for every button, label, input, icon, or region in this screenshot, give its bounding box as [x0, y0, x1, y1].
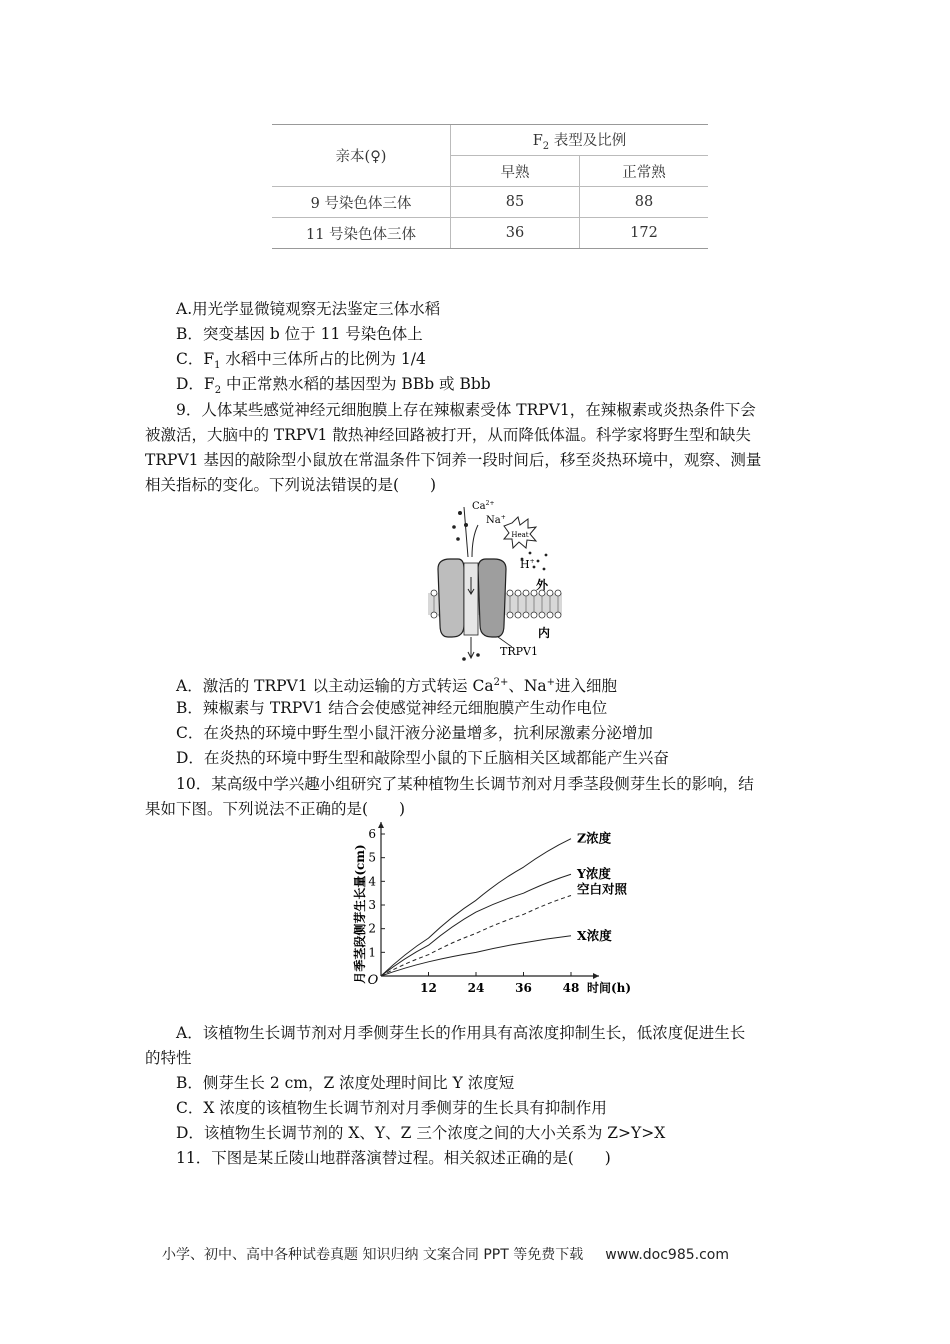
series-line	[381, 874, 571, 976]
q9-a-pre: A．激活的 TRPV1 以主动运输的方式转运 Ca	[176, 677, 494, 696]
q8-option-d	[176, 373, 491, 402]
chart-ticks	[368, 827, 631, 995]
q9-a-sup1: 2+	[493, 677, 509, 688]
y-tick-label: 6	[368, 827, 376, 841]
q9-a-post: 进入细胞	[555, 677, 618, 696]
heat-label: Heat	[511, 531, 529, 539]
series-label: X浓度	[577, 927, 612, 943]
series-label: 空白对照	[577, 881, 628, 897]
f2-header-sub: 2	[542, 140, 550, 152]
x-tick-label: 36	[515, 981, 532, 995]
q9-option-c: C．在炎热的环境中野生型小鼠汗液分泌量增多，抗利尿激素分泌增加	[176, 724, 653, 742]
chart-series	[381, 839, 571, 976]
series-line	[381, 839, 571, 976]
q10-option-a-line-1: A．该植物生长调节剂对月季侧芽生长的作用具有高浓度抑制生长，低浓度促进生长	[176, 1024, 746, 1042]
row-parent: 9 号染色体三体	[272, 187, 451, 218]
q10-line-1: 10．某高级中学兴趣小组研究了某种植物生长调节剂对月季茎段侧芽生长的影响，结	[176, 775, 754, 793]
q10-option-b: B．侧芽生长 2 cm，Z 浓度处理时间比 Y 浓度短	[176, 1074, 515, 1092]
q8-option-a: A.用光学显微镜观察无法鉴定三体水稻	[176, 300, 441, 318]
q8-d-post: 中正常熟水稻的基因型为 BBb 或 Bbb	[221, 375, 491, 393]
y-axis-arrow	[378, 822, 384, 828]
growth-chart	[348, 822, 648, 1002]
footer	[162, 1244, 729, 1264]
outside-label: 外	[536, 578, 549, 592]
x-tick-label: 24	[467, 981, 485, 995]
q9-option-a	[176, 672, 617, 697]
q9-line-3: TRPV1 基因的敲除型小鼠放在常温条件下饲养一段时间后，移至炎热环境中，观察、测量	[145, 451, 762, 469]
trpv1-label: TRPV1	[500, 645, 538, 658]
q9-line-4: 相关指标的变化。下列说法错误的是( )	[145, 476, 437, 494]
q9-option-b: B．辣椒素与 TRPV1 结合会使感觉神经元细胞膜产生动作电位	[176, 699, 608, 717]
footer-site-link[interactable]: www.doc985.com	[605, 1247, 729, 1263]
row-parent: 11 号染色体三体	[272, 218, 451, 249]
footer-text: 小学、初中、高中各种试卷真题 知识归纳 文案合同 PPT 等免费下载	[162, 1247, 584, 1263]
q10-option-c: C．X 浓度的该植物生长调节剂对月季侧芽的生长具有抑制作用	[176, 1099, 607, 1117]
x-tick-label: 12	[420, 981, 437, 995]
q8-option-b: B．突变基因 b 位于 11 号染色体上	[176, 325, 423, 343]
col-normal: 正常熟	[580, 156, 709, 187]
chart-labels	[576, 831, 628, 943]
y-tick-label: 5	[368, 850, 376, 865]
origin-label: O	[367, 973, 379, 988]
inside-label: 内	[538, 626, 551, 640]
q8-c-sub: 1	[214, 360, 221, 372]
series-line	[381, 896, 571, 976]
table-row	[272, 218, 708, 249]
f2-header-suffix: 表型及比例	[549, 132, 627, 149]
q8-c-post: 水稻中三体所占的比例为 1/4	[220, 350, 426, 368]
series-label: Y浓度	[577, 866, 611, 882]
f2-header	[451, 125, 709, 156]
q10-line-2: 果如下图。下列说法不正确的是( )	[145, 800, 406, 818]
table-row	[272, 187, 708, 218]
x-tick-label: 48	[562, 981, 580, 995]
trpv1-channel	[438, 559, 506, 637]
y-tick-label: 2	[368, 921, 376, 936]
na-label: Na+	[486, 514, 506, 526]
q8-d-sub: 2	[214, 385, 222, 397]
row-normal: 88	[580, 187, 709, 218]
x-axis-arrow	[593, 973, 599, 979]
y-tick-label: 4	[368, 874, 376, 889]
row-normal: 172	[580, 218, 709, 249]
y-tick-label: 3	[368, 898, 376, 912]
q11-line-1: 11．下图是某丘陵山地群落演替过程。相关叙述正确的是( )	[176, 1149, 611, 1167]
y-axis-label: 月季茎段侧芽生长量(cm)	[353, 844, 367, 984]
col-early: 早熟	[451, 156, 580, 187]
row-early: 85	[451, 187, 580, 218]
series-label: Z浓度	[577, 830, 612, 846]
q9-line-2: 被激活，大脑中的 TRPV1 散热神经回路被打开，从而降低体温。科学家将野生型和缺失	[145, 426, 751, 444]
x-axis-label: 时间(h)	[587, 981, 632, 995]
q10-option-d: D．该植物生长调节剂的 X、Y、Z 三个浓度之间的大小关系为 Z>Y>X	[176, 1124, 666, 1142]
q8-c-pre: C．F	[176, 350, 215, 368]
h-label: H+	[520, 558, 535, 571]
genetics-table	[272, 124, 708, 249]
trpv1-diagram	[420, 497, 570, 667]
q9-a-mid: 、Na	[508, 677, 547, 696]
parent-header: 亲本(♀)	[272, 125, 451, 187]
q10-option-a-line-2: 的特性	[145, 1049, 192, 1067]
q8-d-pre: D．F	[176, 375, 215, 393]
q9-a-sup2: +	[546, 677, 556, 688]
q9-option-d: D．在炎热的环境中野生型和敲除型小鼠的下丘脑相关区域都能产生兴奋	[176, 749, 669, 767]
ca-label: $Ca^{2+}$	[472, 500, 495, 512]
y-tick-label: 1	[368, 945, 376, 960]
f2-header-prefix: F	[532, 132, 543, 149]
row-early: 36	[451, 218, 580, 249]
q9-line-1: 9．人体某些感觉神经元细胞膜上存在辣椒素受体 TRPV1，在辣椒素或炎热条件下会	[176, 401, 756, 419]
